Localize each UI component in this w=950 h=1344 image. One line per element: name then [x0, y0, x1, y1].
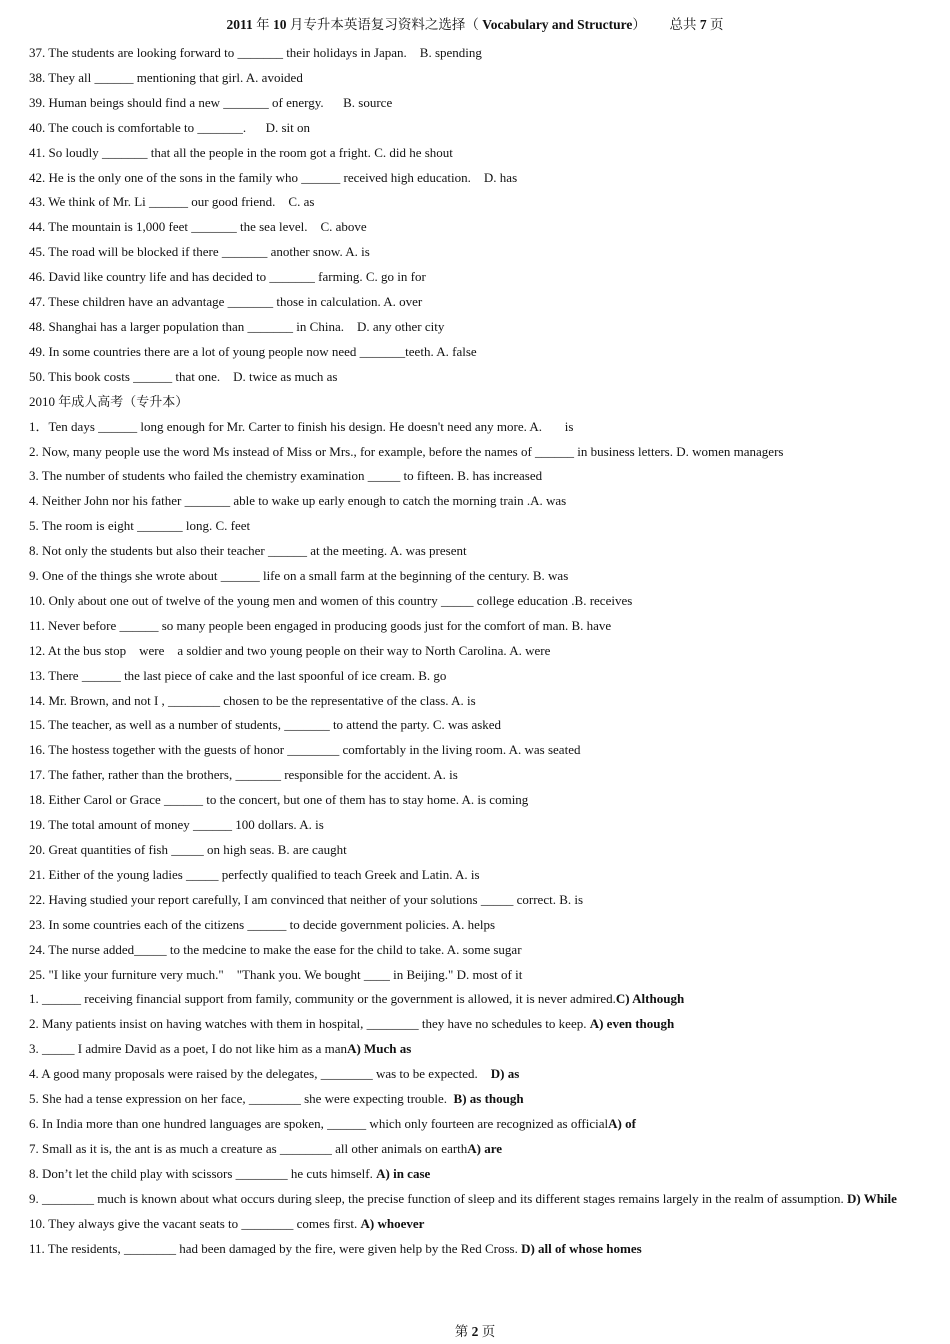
question-line [29, 564, 909, 589]
question-text: 10. They always give the vacant seats to ________ comes first. [29, 1215, 361, 1231]
question-line [29, 190, 909, 215]
question-text: 12. At the bus stop were a soldier and two young people on their way to North Carolina. [29, 642, 510, 658]
question-line [29, 41, 909, 66]
question-text: 25. "I like your furniture very much." "Thank you. We bought ____ in Beijing." [29, 966, 457, 982]
answer-text: B. is [559, 891, 584, 907]
answer-text: A. some sugar [446, 941, 522, 957]
question-text: 7. Small as it is, the ant is as much a creature as ________ all other animals on earth [29, 1140, 468, 1156]
question-text: 43. We think of Mr. Li ______ our good friend. [29, 194, 289, 210]
question-text: 42. He is the only one of the sons in the family who ______ received high education. [29, 169, 484, 185]
answer-text: B. was [532, 568, 569, 584]
question-text: 20. Great quantities of fish _____ on high seas. [29, 842, 278, 857]
question-line [29, 838, 909, 863]
question-text: 13. There ______ the last piece of cake and the last spoonful of ice cream. [29, 667, 419, 683]
footer-page-number: 2 [471, 1324, 479, 1339]
question-line [29, 813, 909, 838]
question-text: 10. Only about one out of twelve of the young men and women of this country _____ college education . [29, 592, 575, 608]
question-text: 2010 年成人高考（专升本） [29, 393, 189, 409]
question-line [29, 738, 909, 763]
question-line [29, 1087, 909, 1112]
question-line [29, 340, 909, 365]
question-line [29, 863, 909, 888]
question-text: 50. This book costs ______ that one. [29, 368, 234, 384]
question-line [29, 91, 909, 116]
answer-text: A. helps [451, 916, 496, 932]
question-text: 5. The room is eight _______ long. [29, 518, 216, 534]
answer-text: A) of [608, 1115, 636, 1131]
answer-text: C. above [320, 219, 367, 235]
answer-text: A) are [467, 1140, 503, 1156]
question-text: 18. Either Carol or Grace ______ to the concert, but one of them has to stay home. [29, 792, 462, 808]
question-line [29, 1162, 909, 1187]
answer-text: A. was [530, 493, 567, 509]
answer-text: A. was present [389, 543, 467, 559]
question-line [29, 1187, 909, 1212]
question-text: 49. In some countries there are a lot of young people now need _______teeth. [29, 343, 437, 359]
answer-text: B. has increased [457, 468, 543, 484]
question-text: 14. Mr. Brown, and not I , ________ chosen to be the representative of the class. [29, 692, 452, 708]
question-text: 19. The total amount of money ______ 100 dollars. [29, 817, 300, 833]
question-line [29, 365, 909, 390]
answer-text: D. sit on [265, 119, 311, 135]
question-text: 1．Ten days ______ long enough for Mr. Carter to finish his design. He doesn't need any more. A. [29, 418, 565, 434]
header-total-pages: 7 [699, 17, 707, 32]
question-text: 9. One of the things she wrote about ______ life on a small farm at the beginning of the century. [29, 568, 533, 584]
question-line [29, 489, 909, 514]
footer-text-2: 页 [478, 1324, 496, 1339]
answer-text: B. have [571, 617, 612, 633]
question-text: 11. The residents, ________ had been damaged by the fire, were given help by the Red Cross. [29, 1240, 522, 1256]
question-text: 3. The number of students who failed the chemistry examination _____ to fifteen. [29, 468, 458, 484]
header-year: 2011 [226, 17, 253, 32]
question-text: 3. _____ I admire David as a poet, I do not like him as a man [29, 1041, 348, 1057]
page-footer [0, 1320, 950, 1340]
answer-text: A. is [433, 767, 458, 783]
question-line [29, 713, 909, 738]
question-line [29, 888, 909, 913]
answer-text: C. as [288, 194, 315, 210]
header-text-3: ） [632, 17, 646, 32]
question-line [29, 589, 909, 614]
question-line [29, 763, 909, 788]
question-line [29, 141, 909, 166]
question-line [29, 390, 909, 415]
question-text: 37. The students are looking forward to _______ their holidays in Japan. [29, 45, 420, 60]
question-text: 41. So loudly _______ that all the people in the room got a fright. [29, 144, 375, 160]
answer-text: A) even though [589, 1016, 675, 1032]
question-line [29, 1237, 909, 1262]
question-text: 21. Either of the young ladies _____ perfectly qualified to teach Greek and Latin. [29, 866, 455, 882]
answer-text: C. feet [215, 518, 251, 534]
question-list [29, 41, 909, 1261]
question-line [29, 913, 909, 938]
question-line [29, 315, 909, 340]
header-text-5: 页 [706, 17, 724, 32]
question-text: 47. These children have an advantage _______ those in calculation. [29, 294, 384, 310]
answer-text: A. avoided [245, 69, 303, 85]
question-line [29, 639, 909, 664]
question-text: 4. Neither John nor his father _______ able to wake up early enough to catch the morning train . [29, 493, 531, 509]
header-month: 10 [273, 17, 287, 32]
question-text: 15. The teacher, as well as a number of students, _______ to attend the party. [29, 717, 433, 733]
question-line [29, 215, 909, 240]
question-text: 45. The road will be blocked if there _______ another snow. [29, 244, 346, 260]
question-line [29, 938, 909, 963]
question-text: 2. Now, many people use the word Ms instead of Miss or Mrs., for example, before the names of ______ in business letters. [29, 443, 677, 459]
header-topic: Vocabulary and Structure [482, 17, 633, 32]
answer-text: C) Although [615, 991, 685, 1007]
question-line [29, 514, 909, 539]
question-line [29, 116, 909, 141]
header-text-4: 总共 [669, 17, 700, 32]
question-text: 11. Never before ______ so many people been engaged in producing goods just for the comfort of man. [29, 617, 572, 633]
answer-text: B) as though [453, 1091, 524, 1107]
footer-text-1: 第 [454, 1324, 472, 1339]
answer-text: A) Much as [347, 1041, 412, 1057]
question-line [29, 166, 909, 191]
answer-text: D. has [483, 169, 518, 185]
question-text: 8. Don’t let the child play with scissors ________ he cuts himself. [29, 1165, 377, 1181]
answer-text: B. are caught [277, 842, 347, 857]
question-text: 9. ________ much is known about what occurs during sleep, the precise function of sleep and its different stages remains largely in the realm of assumption. [29, 1190, 847, 1206]
question-line [29, 66, 909, 91]
answer-text: D. women managers [676, 443, 784, 459]
question-text: 22. Having studied your report carefully, I am convinced that neither of your solutions _____ correct. [29, 891, 560, 907]
question-text: 48. Shanghai has a larger population than _______ in China. [29, 318, 357, 334]
question-line [29, 987, 909, 1012]
question-text: 5. She had a tense expression on her face, ________ she were expecting trouble. [29, 1091, 454, 1107]
question-line [29, 415, 909, 440]
answer-text: A. is [299, 817, 324, 833]
answer-text: A) whoever [360, 1215, 425, 1231]
question-line [29, 1062, 909, 1087]
answer-text: A. is [454, 866, 480, 882]
answer-text: D. any other city [356, 318, 445, 334]
answer-text: D) While [846, 1190, 897, 1206]
question-line [29, 1137, 909, 1162]
answer-text: B. source [343, 94, 393, 110]
answer-text: A. false [436, 343, 477, 359]
answer-text: A. was seated [508, 742, 581, 758]
question-text: 38. They all ______ mentioning that girl. [29, 69, 246, 85]
answer-text: A. were [509, 642, 551, 658]
answer-text: D. twice as much as [233, 368, 338, 384]
answer-text: A) in case [376, 1165, 431, 1181]
answer-text: A. is coming [461, 792, 529, 808]
question-line [29, 664, 909, 689]
question-line [29, 464, 909, 489]
question-text: 23. In some countries each of the citizens ______ to decide government policies. [29, 916, 452, 932]
answer-text: B. receives [574, 592, 633, 608]
answer-text: D) as [490, 1066, 520, 1082]
question-line [29, 440, 909, 465]
question-line [29, 1212, 909, 1237]
answer-text: C. go in for [365, 269, 426, 285]
question-line [29, 265, 909, 290]
header-text-1: 年 [252, 17, 274, 32]
question-line [29, 1012, 909, 1037]
question-text: 8. Not only the students but also their teacher ______ at the meeting. [29, 543, 390, 559]
answer-text: is [564, 418, 574, 434]
page-header [0, 13, 950, 33]
question-text: 1. ______ receiving financial support from family, community or the government is allowed, it is never admired. [29, 991, 616, 1007]
question-line [29, 1037, 909, 1062]
question-line [29, 689, 909, 714]
question-text: 44. The mountain is 1,000 feet _______ the sea level. [29, 219, 321, 235]
answer-text: B. spending [419, 45, 482, 60]
question-text: 17. The father, rather than the brothers, _______ responsible for the accident. [29, 767, 434, 783]
header-text-2: 月专升本英语复习资料之选择（ [286, 17, 483, 32]
question-text: 39. Human beings should find a new _______ of energy. [29, 94, 344, 110]
question-text: 16. The hostess together with the guests of honor ________ comfortably in the living room. [29, 742, 509, 758]
question-text: 40. The couch is comfortable to _______. [29, 119, 266, 135]
question-line [29, 240, 909, 265]
answer-text: A. over [383, 294, 423, 310]
question-text: 6. In India more than one hundred languages are spoken, ______ which only fourteen are recognized as official [29, 1115, 609, 1131]
question-line [29, 290, 909, 315]
question-text: 4. A good many proposals were raised by the delegates, ________ was to be expected. [29, 1066, 491, 1082]
answer-text: C. did he shout [374, 144, 453, 160]
question-line [29, 1112, 909, 1137]
question-line [29, 963, 909, 988]
answer-text: D. most of it [456, 966, 523, 982]
question-text: 46. David like country life and has decided to _______ farming. [29, 269, 366, 285]
question-line [29, 788, 909, 813]
answer-text: A. is [345, 244, 370, 260]
question-text: 2. Many patients insist on having watches with them in hospital, ________ they have no schedules to keep. [29, 1016, 590, 1032]
answer-text: B. go [418, 667, 447, 683]
answer-text: C. was asked [432, 717, 502, 733]
question-line [29, 614, 909, 639]
answer-text: A. is [451, 692, 476, 708]
question-text: 24. The nurse added_____ to the medcine to make the ease for the child to take. [29, 941, 447, 957]
answer-text: D) all of whose homes [521, 1240, 642, 1256]
question-line [29, 539, 909, 564]
